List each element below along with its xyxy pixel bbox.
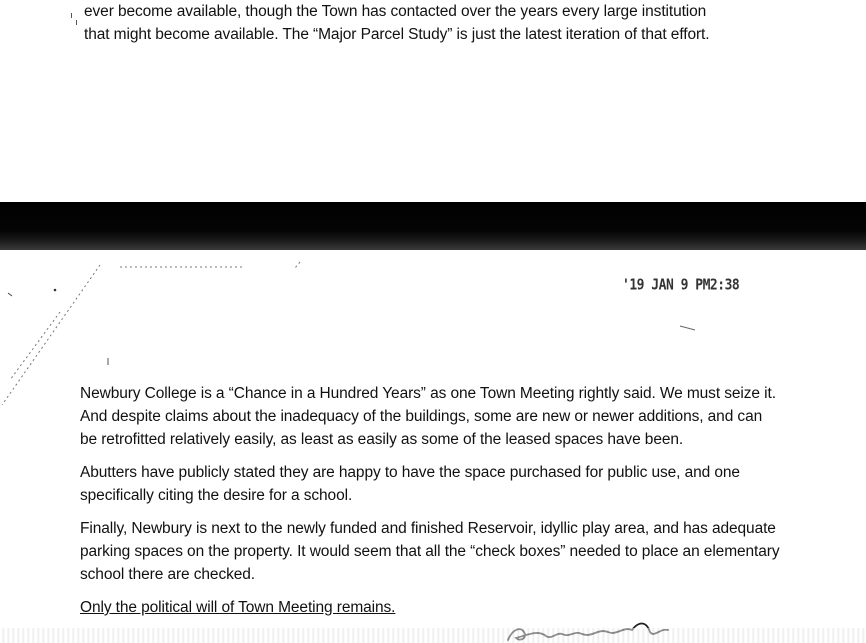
paragraph-reservoir: Finally, Newbury is next to the newly funded and finished Reservoir, idyllic play area, and has adequate parking spaces on the property. It would seem that all the “check boxes” needed to place an elementary school there are checked. [80,520,780,583]
letter-body [80,382,780,629]
top-page-fragment [84,0,854,46]
top-fragment-line-2: that might become available. The “Major Parcel Study” is just the latest iteration of that effort. [84,26,710,43]
top-fragment-line-1: ever become available, though the Town has contacted over the years every large institution [84,3,707,20]
closing-line: Only the political will of Town Meeting remains. [80,599,396,616]
margin-mark [76,20,77,25]
received-date-stamp: '19 JAN 9 PM2:38 [622,276,740,295]
scan-edge-noise [0,628,866,643]
paragraph-newbury-college: Newbury College is a “Chance in a Hundred Years” as one Town Meeting rightly said. We must seize it. And despite claims about the inadequacy of the buildings, some are new or newer additions, and can be retrofitted relatively easily, as least as easily as some of the leased spaces have been. [80,385,776,448]
page-separator-band [0,202,866,250]
margin-mark [71,13,72,18]
paragraph-abutters: Abutters have publicly stated they are happy to have the space purchased for public use, and one specifically citing the desire for a school. [80,464,740,504]
